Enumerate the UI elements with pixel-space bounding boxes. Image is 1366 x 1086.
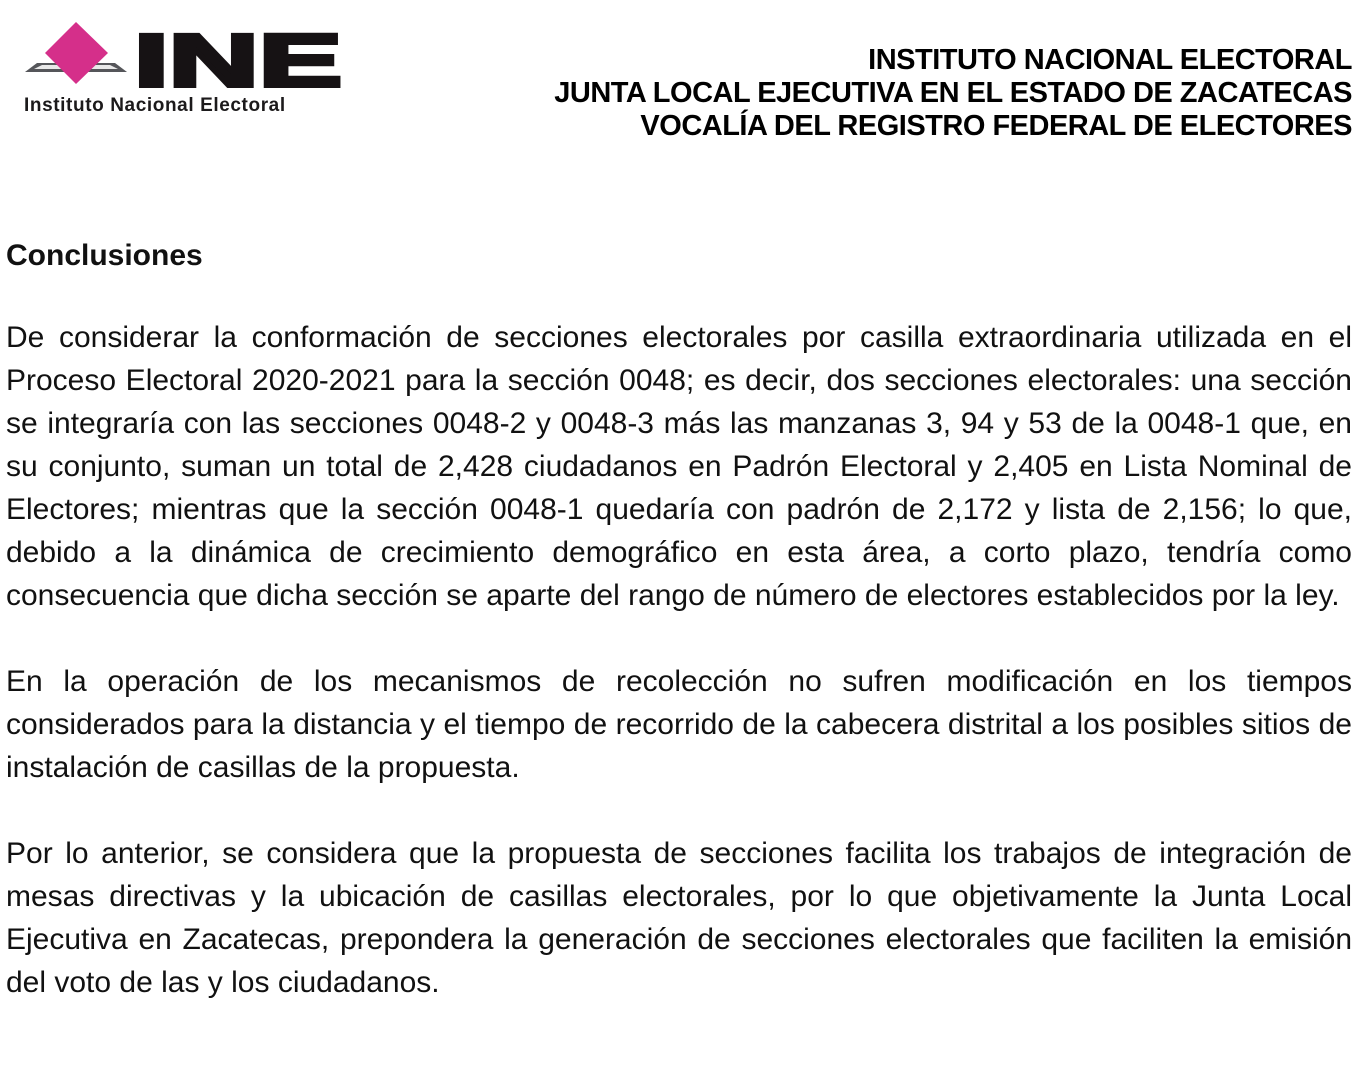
paragraph-conformacion-secciones: De considerar la conformación de secciones electorales por casilla extraordinaria utilizada en el Proceso Electoral 2020-2021 para la sección 0048; es decir, dos secciones electorales: una sección se integraría con las secciones 0048-2 y 0048-3 más las manzanas 3, 94 y 53 de la 0048-1 que, en su conjunto, suman un total de 2,428 ciudadanos en Padrón Electoral y 2,405 en Lista Nominal de Electores; mientras que la sección 0048-1 quedaría con padrón de 2,172 y lista de 2,156; lo que, debido a la dinámica de crecimiento demográfico en esta área, a corto plazo, tendría como consecuencia que dicha sección se aparte del rango de número de electores establecidos por la ley. bbox=[6, 321, 1352, 612]
letterhead-line-junta: JUNTA LOCAL EJECUTIVA EN EL ESTADO DE ZACATECAS bbox=[554, 77, 1352, 109]
letterhead-line-vocalia: VOCALÍA DEL REGISTRO FEDERAL DE ELECTORES bbox=[640, 110, 1352, 142]
ine-logo bbox=[18, 8, 363, 117]
letterhead-line-institute: INSTITUTO NACIONAL ELECTORAL bbox=[868, 44, 1352, 76]
paragraph-propuesta-secciones: Por lo anterior, se considera que la propuesta de secciones facilita los trabajos de integración de mesas directivas y la ubicación de casillas electorales, por lo que objetivamente la Junta Local Ejecutiva en Zacatecas, prepondera la generación de secciones electorales que faciliten la emisión del voto de las y los ciudadanos. bbox=[6, 837, 1352, 999]
ballot-diamond-icon bbox=[45, 22, 108, 84]
logo-caption: Instituto Nacional Electoral bbox=[24, 95, 286, 116]
paragraph-mecanismos-recoleccion: En la operación de los mecanismos de recolección no sufren modificación en los tiempos considerados para la distancia y el tiempo de recorrido de la cabecera distrital a los posibles sitios de instalación de casillas de la propuesta. bbox=[6, 665, 1352, 784]
letterhead bbox=[554, 8, 1352, 143]
section-heading: Conclusiones bbox=[6, 239, 203, 272]
document-body bbox=[0, 239, 1366, 1004]
masthead bbox=[0, 0, 1366, 143]
ine-logo-graphic bbox=[18, 8, 358, 92]
ine-acronym: INE bbox=[134, 19, 342, 92]
